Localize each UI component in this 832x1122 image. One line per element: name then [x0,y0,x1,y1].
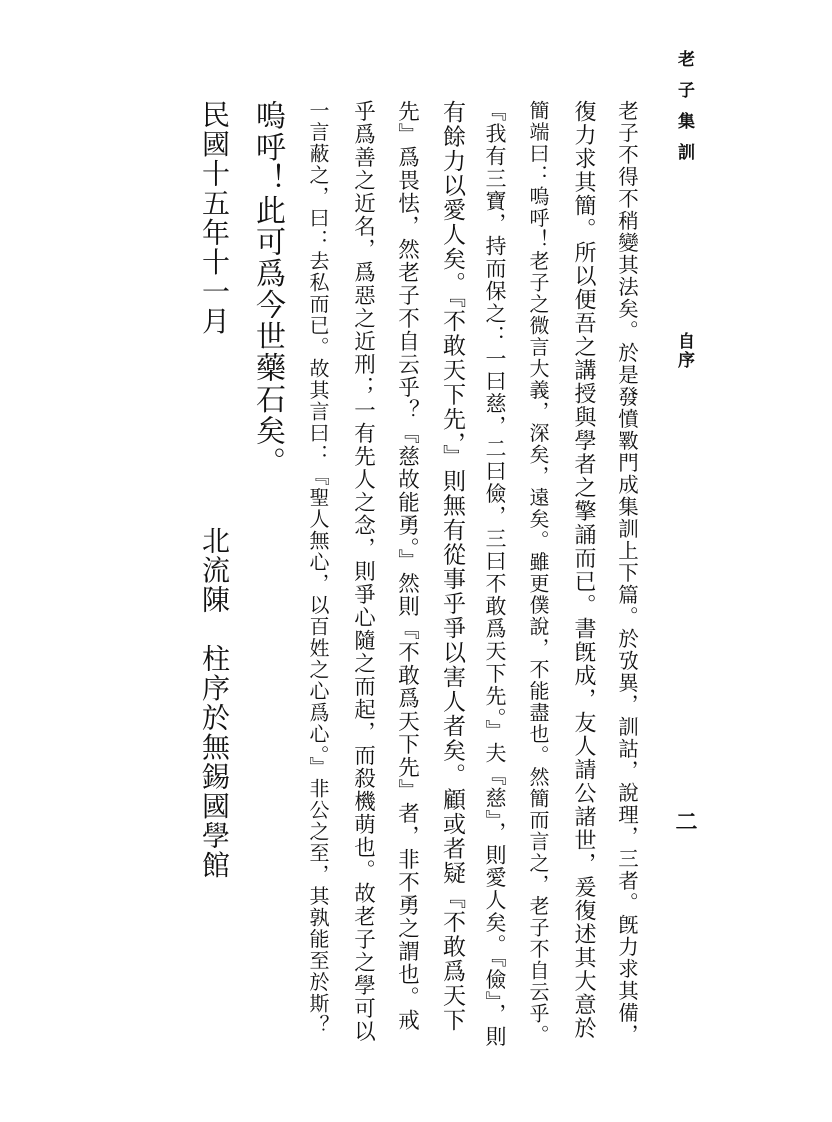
running-head-title: 老子集訓 [674,50,694,174]
text-column-2: 復力求其簡。所以便吾之講授與學者之擎誦而已。書旣成，友人請公諸世，爰復述其大意於 [571,100,596,1040]
text-column-7: 乎爲善之近名，爲惡之近刑；一有先人之念，則爭心隨之而起，而殺機萌也。故老子之學可以 [350,100,376,1043]
text-column-4: 『我有三寶，持而保之：一曰慈，二曰儉，三曰不敢爲天下先。』夫『慈』，則愛人矣。『儉』，則 [483,100,507,1048]
page-number: 二 [672,810,698,846]
author-line: 北流陳 柱序於無錫國學館 [198,526,231,880]
text-column-1: 老子不得不稍變其法矣。於是發憤斁門成集訓上下篇。於攷異，訓詁，說理，三者。旣力求其備， [614,100,639,1046]
running-head-section: 自序 [674,332,694,370]
text-column-9: 嗚呼！此可爲今世藥石矣。 [250,100,285,478]
text-column-5: 有餘力以愛人矣。『不敢天下先，』則無有從事乎爭以害人者矣。顧或者疑『不敢爲天下 [439,100,465,1033]
text-column-3: 簡端曰：嗚呼！老子之微言大義，深矣，遠矣。雖更僕說，不能盡也。然簡而言之，老子不自云乎。 [526,100,550,1046]
text-column-8: 一言蔽之，曰：去私而已。故其言曰：『聖人無心，以百姓之心爲心。』非公之至，其孰能至於斯？ [306,100,330,1036]
text-column-6: 先』爲畏怯，然老子不自云乎？『慈故能勇。』然則『不敢爲天下先』者，非不勇之謂也。戒 [394,100,420,1033]
date-line: 民國十五年十一月 [198,100,231,336]
